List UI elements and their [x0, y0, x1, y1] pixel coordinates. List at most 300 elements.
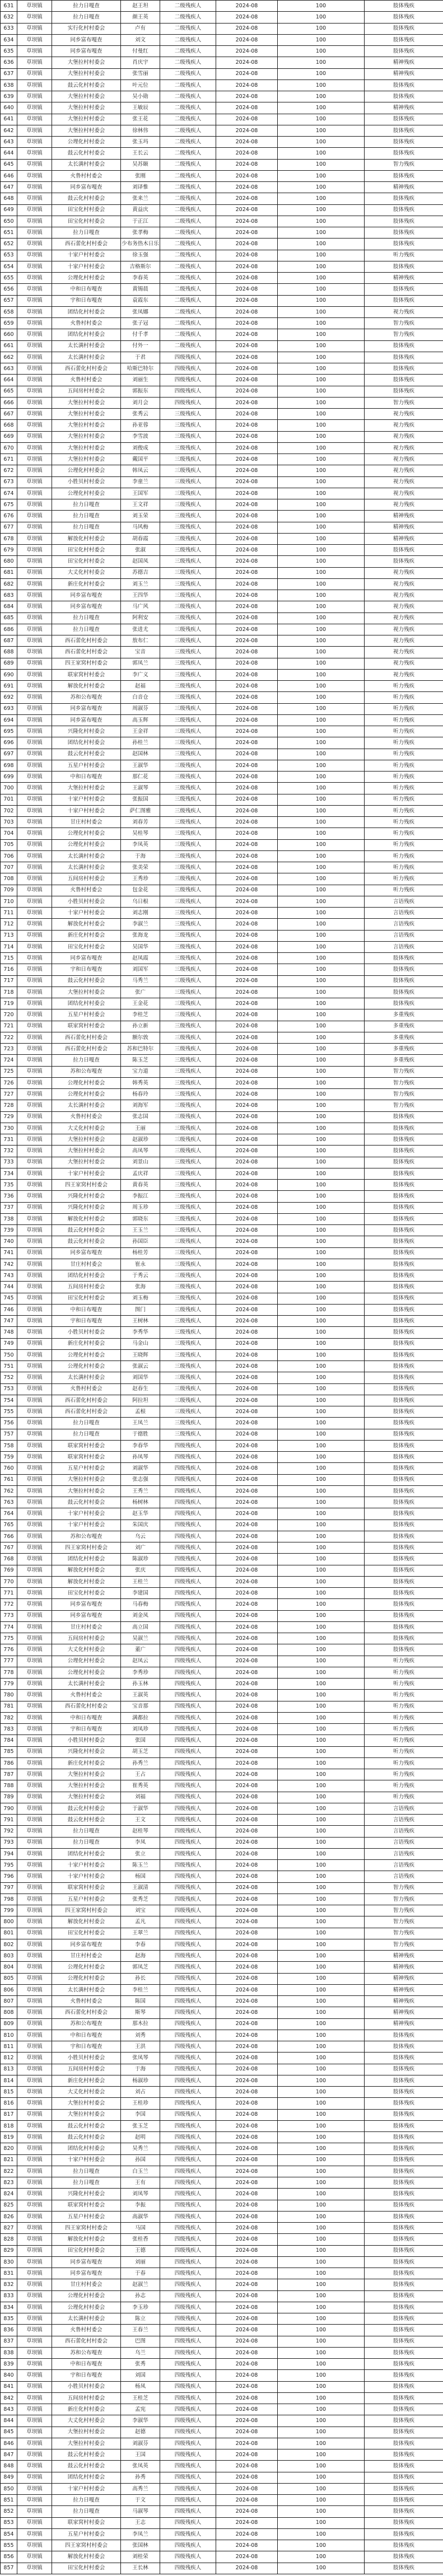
person-name: 李雪波	[121, 431, 160, 442]
person-name: 李建国	[121, 1588, 160, 1599]
person-name: 张振国	[121, 794, 160, 805]
disability-type: 肢体残疾	[365, 1621, 443, 1633]
disability-level: 四级残疾人	[160, 2302, 216, 2313]
village: 大丈化村村委会	[52, 1644, 121, 1656]
disability-type: 肢体残疾	[365, 1576, 443, 1587]
village: 宇和日布嘎查	[52, 1724, 121, 1735]
amount: 100	[278, 442, 365, 454]
disability-level: 四级残疾人	[160, 2290, 216, 2302]
row-number: 792	[1, 1826, 17, 1837]
village: 拉力日嘎查	[52, 624, 121, 635]
disability-type: 视力残疾	[365, 567, 443, 578]
row-number: 839	[1, 2359, 17, 2370]
month: 2024-08	[216, 1429, 278, 1440]
disability-level: 四级残疾人	[160, 2449, 216, 2461]
town: 草坝镇	[17, 204, 52, 216]
village: 甘庄村村委会	[52, 1951, 121, 1962]
disability-type: 肢体残疾	[365, 1485, 443, 1497]
amount: 100	[278, 987, 365, 998]
disability-level: 四级残疾人	[160, 2234, 216, 2245]
town: 草坝镇	[17, 68, 52, 80]
town: 草坝镇	[17, 669, 52, 680]
disability-type: 智力残疾	[365, 1894, 443, 1905]
person-name: 王桂兰	[121, 1576, 160, 1587]
table-row	[1, 1735, 443, 1746]
month: 2024-08	[216, 91, 278, 102]
row-number: 773	[1, 1610, 17, 1621]
row-number: 661	[1, 340, 17, 352]
table-row	[1, 2075, 443, 2086]
disability-level: 三级残疾人	[160, 1406, 216, 1418]
village: 兴隆化村村委会	[52, 726, 121, 737]
person-name: 刘宝	[121, 1905, 160, 1916]
disability-type: 精神残疾	[365, 1973, 443, 1984]
month: 2024-08	[216, 476, 278, 488]
person-name: 于海	[121, 850, 160, 862]
disability-level: 二级残疾人	[160, 261, 216, 272]
town: 草坝镇	[17, 2302, 52, 2313]
disability-type: 视力残疾	[365, 669, 443, 680]
town: 草坝镇	[17, 227, 52, 239]
disability-type: 肢体残疾	[365, 953, 443, 964]
town: 草坝镇	[17, 1349, 52, 1361]
disability-level: 二级残疾人	[160, 34, 216, 45]
month: 2024-08	[216, 590, 278, 601]
village: 火鲁村村委会	[52, 318, 121, 329]
disability-level: 三级残疾人	[160, 839, 216, 850]
village: 拉力日嘎查	[52, 522, 121, 533]
amount: 100	[278, 1882, 365, 1894]
table-row	[1, 1894, 443, 1905]
month: 2024-08	[216, 1406, 278, 1418]
amount: 100	[278, 1316, 365, 1327]
row-number: 763	[1, 1497, 17, 1508]
disability-type: 视力残疾	[365, 613, 443, 624]
disability-level: 三级残疾人	[160, 1134, 216, 1146]
disability-level: 二级残疾人	[160, 318, 216, 329]
person-name: 张国林	[121, 2540, 160, 2551]
village: 中和日布嘎查	[52, 1304, 121, 1315]
person-name: 杨春玲	[121, 1089, 160, 1100]
row-number: 699	[1, 772, 17, 783]
person-name: 黄锡晨	[121, 284, 160, 295]
disability-level: 四级残疾人	[160, 363, 216, 375]
town: 草坝镇	[17, 2177, 52, 2189]
row-number: 681	[1, 567, 17, 578]
row-number: 642	[1, 125, 17, 136]
table-row	[1, 1236, 443, 1247]
person-name: 高玉辉	[121, 714, 160, 726]
village: 公理化村村委会	[52, 2290, 121, 2302]
month: 2024-08	[216, 148, 278, 159]
disability-level: 四级残疾人	[160, 2483, 216, 2494]
person-name: 付千孝	[121, 329, 160, 340]
town: 草坝镇	[17, 1497, 52, 1508]
village: 西石蕾化村村委会	[52, 239, 121, 250]
month: 2024-08	[216, 1044, 278, 1055]
village: 大堡拉村村委会	[52, 2098, 121, 2109]
month: 2024-08	[216, 2245, 278, 2256]
table-row	[1, 2336, 443, 2347]
row-number: 752	[1, 1372, 17, 1383]
month: 2024-08	[216, 726, 278, 737]
town: 草坝镇	[17, 488, 52, 499]
row-number: 679	[1, 545, 17, 556]
month: 2024-08	[216, 1905, 278, 1916]
disability-type: 言语残疾	[365, 908, 443, 919]
village: 鼓云化村村委会	[52, 1815, 121, 1826]
town: 草坝镇	[17, 363, 52, 375]
disability-level: 四级残疾人	[160, 2211, 216, 2222]
row-number: 687	[1, 635, 17, 647]
disability-level: 四级残疾人	[160, 2087, 216, 2098]
disability-type: 肢体残疾	[365, 1, 443, 12]
row-number: 685	[1, 613, 17, 624]
table-row	[1, 987, 443, 998]
town: 草坝镇	[17, 137, 52, 148]
person-name: 马淑琴	[121, 2506, 160, 2517]
village: 苏和公布嘎查	[52, 1531, 121, 1542]
disability-type: 智力残疾	[365, 1905, 443, 1916]
person-name: 李秀珍	[121, 1667, 160, 1678]
disability-level: 三级残疾人	[160, 930, 216, 941]
village: 火鲁村村委会	[52, 375, 121, 386]
village: 鼓云化村村委会	[52, 2461, 121, 2472]
village: 公理化村村委会	[52, 137, 121, 148]
disability-type: 肢体残疾	[365, 2563, 443, 2574]
row-number: 711	[1, 908, 17, 919]
person-name: 马风梅	[121, 522, 160, 533]
disability-type: 听力残疾	[365, 1757, 443, 1769]
disability-level: 四级残疾人	[160, 2325, 216, 2336]
town: 草坝镇	[17, 420, 52, 431]
town: 草坝镇	[17, 1962, 52, 1973]
table-row	[1, 2563, 443, 2574]
amount: 100	[278, 102, 365, 114]
table-row	[1, 2483, 443, 2494]
village: 甘庄村村委会	[52, 2279, 121, 2290]
disability-type: 肢体残疾	[365, 2245, 443, 2256]
disability-level: 三级残疾人	[160, 964, 216, 975]
person-name: 李广义	[121, 669, 160, 680]
row-number: 791	[1, 1815, 17, 1826]
table-row	[1, 102, 443, 114]
table-row	[1, 647, 443, 658]
table-row	[1, 1712, 443, 1723]
disability-level: 二级残疾人	[160, 159, 216, 170]
town: 草坝镇	[17, 2166, 52, 2177]
village: 小胜贝村村委会	[52, 896, 121, 907]
row-number: 782	[1, 1712, 17, 1723]
town: 草坝镇	[17, 1168, 52, 1179]
month: 2024-08	[216, 34, 278, 45]
row-number: 657	[1, 295, 17, 306]
person-name: 李凤	[121, 1837, 160, 1848]
town: 草坝镇	[17, 2053, 52, 2064]
village: 公理化村村委会	[52, 1349, 121, 1361]
disability-type: 精神残疾	[365, 533, 443, 544]
row-number: 737	[1, 1202, 17, 1213]
disability-type: 听力残疾	[365, 850, 443, 862]
disability-level: 二级残疾人	[160, 239, 216, 250]
row-number: 766	[1, 1531, 17, 1542]
month: 2024-08	[216, 23, 278, 34]
person-name: 王有	[121, 2177, 160, 2189]
table-row	[1, 1610, 443, 1621]
disability-type: 肢体残疾	[365, 1497, 443, 1508]
town: 草坝镇	[17, 783, 52, 794]
disability-level: 三级残疾人	[160, 1349, 216, 1361]
amount: 100	[278, 714, 365, 726]
month: 2024-08	[216, 658, 278, 669]
disability-type: 肢体残疾	[365, 1644, 443, 1656]
row-number: 660	[1, 329, 17, 340]
amount: 100	[278, 511, 365, 522]
village: 拉力日嘎查	[52, 12, 121, 23]
village: 大堡拉村村委会	[52, 1780, 121, 1792]
village: 太长满村村委会	[52, 850, 121, 862]
month: 2024-08	[216, 2370, 278, 2381]
table-row	[1, 964, 443, 975]
disability-type: 肢体残疾	[365, 1452, 443, 1463]
village: 十家户村村委会	[52, 261, 121, 272]
disability-level: 三级残疾人	[160, 1191, 216, 1202]
table-row	[1, 1633, 443, 1644]
table-row	[1, 397, 443, 408]
disability-level: 四级残疾人	[160, 1860, 216, 1871]
disability-level: 三级残疾人	[160, 692, 216, 703]
table-row	[1, 12, 443, 23]
person-name: 张玉芝	[121, 2120, 160, 2131]
disability-level: 三级残疾人	[160, 1372, 216, 1383]
amount: 100	[278, 1123, 365, 1134]
month: 2024-08	[216, 1338, 278, 1349]
disability-level: 三级残疾人	[160, 1111, 216, 1123]
disability-type: 精神残疾	[365, 1996, 443, 2007]
person-name: 于君	[121, 352, 160, 363]
town: 草坝镇	[17, 2030, 52, 2041]
disability-type: 听力残疾	[365, 828, 443, 839]
person-name: 刘志刚	[121, 908, 160, 919]
disability-level: 四级残疾人	[160, 2336, 216, 2347]
village: 联家窝村村委会	[52, 2517, 121, 2528]
town: 草坝镇	[17, 499, 52, 511]
disability-level: 四级残疾人	[160, 2495, 216, 2506]
row-number: 853	[1, 2517, 17, 2528]
disability-level: 三级残疾人	[160, 828, 216, 839]
person-name: 白玉兰	[121, 2166, 160, 2177]
amount: 100	[278, 465, 365, 476]
month: 2024-08	[216, 1599, 278, 1610]
month: 2024-08	[216, 2381, 278, 2392]
table-row	[1, 1009, 443, 1021]
row-number: 651	[1, 227, 17, 239]
town: 草坝镇	[17, 1202, 52, 1213]
disability-type: 肢体残疾	[365, 34, 443, 45]
month: 2024-08	[216, 1157, 278, 1168]
disability-level: 四级残疾人	[160, 1848, 216, 1859]
row-number: 801	[1, 1928, 17, 1939]
village: 拉力日嘎查	[52, 1429, 121, 1440]
disability-type: 肢体残疾	[365, 2461, 443, 2472]
row-number: 689	[1, 658, 17, 669]
amount: 100	[278, 953, 365, 964]
town: 草坝镇	[17, 1, 52, 12]
table-row	[1, 2415, 443, 2427]
row-number: 693	[1, 703, 17, 714]
table-row	[1, 261, 443, 272]
village: 鼓云化村村委会	[52, 1225, 121, 1236]
table-row	[1, 1418, 443, 1429]
table-row	[1, 658, 443, 669]
disability-type: 肢体残疾	[365, 2359, 443, 2370]
person-name: 李淑华	[121, 2415, 160, 2427]
amount: 100	[278, 1679, 365, 1690]
table-row	[1, 2109, 443, 2120]
disability-level: 三级残疾人	[160, 1168, 216, 1179]
month: 2024-08	[216, 273, 278, 284]
disability-type: 视力残疾	[365, 454, 443, 465]
disability-level: 二级残疾人	[160, 295, 216, 306]
disability-type: 肢体残疾	[365, 216, 443, 227]
town: 草坝镇	[17, 1044, 52, 1055]
village: 同乡富布嘎查	[52, 1610, 121, 1621]
disability-type: 听力残疾	[365, 714, 443, 726]
disability-level: 三级残疾人	[160, 760, 216, 771]
village: 鼓云化村村委会	[52, 975, 121, 987]
row-number: 718	[1, 987, 17, 998]
disability-type: 肢体残疾	[365, 2177, 443, 2189]
row-number: 852	[1, 2506, 17, 2517]
disability-level: 四级残疾人	[160, 2030, 216, 2041]
table-row	[1, 1905, 443, 1916]
month: 2024-08	[216, 2336, 278, 2347]
disability-level: 四级残疾人	[160, 1928, 216, 1939]
month: 2024-08	[216, 1372, 278, 1383]
town: 草坝镇	[17, 1361, 52, 1372]
month: 2024-08	[216, 1610, 278, 1621]
town: 草坝镇	[17, 193, 52, 204]
village: 小胜贝村村委会	[52, 2053, 121, 2064]
amount: 100	[278, 216, 365, 227]
person-name: 张海	[121, 1282, 160, 1293]
amount: 100	[278, 2302, 365, 2313]
row-number: 707	[1, 862, 17, 873]
town: 草坝镇	[17, 1848, 52, 1859]
person-name: 刘景山	[121, 1157, 160, 1168]
month: 2024-08	[216, 1474, 278, 1485]
person-name: 孟凡	[121, 1916, 160, 1928]
town: 草坝镇	[17, 1338, 52, 1349]
village: 公理化村村委会	[52, 1077, 121, 1088]
disability-level: 三级残疾人	[160, 1316, 216, 1327]
town: 草坝镇	[17, 647, 52, 658]
person-name: 李春华	[121, 1440, 160, 1451]
disability-level: 三级残疾人	[160, 499, 216, 511]
month: 2024-08	[216, 2234, 278, 2245]
person-name: 王占	[121, 1769, 160, 1780]
village: 解放化村村委会	[52, 1916, 121, 1928]
table-row	[1, 2132, 443, 2143]
person-name: 巴图	[121, 2336, 160, 2347]
disability-type: 肢体残疾	[365, 1565, 443, 1576]
disability-type: 肢体残疾	[365, 1270, 443, 1282]
town: 草坝镇	[17, 284, 52, 295]
row-number: 817	[1, 2109, 17, 2120]
village: 火鲁村村委会	[52, 1383, 121, 1395]
month: 2024-08	[216, 1418, 278, 1429]
amount: 100	[278, 2404, 365, 2415]
month: 2024-08	[216, 714, 278, 726]
table-row	[1, 1361, 443, 1372]
row-number: 780	[1, 1690, 17, 1701]
disability-level: 三级残疾人	[160, 817, 216, 828]
month: 2024-08	[216, 1349, 278, 1361]
person-name: 杨树林	[121, 1497, 160, 1508]
disability-type: 肢体残疾	[365, 2427, 443, 2438]
row-number: 667	[1, 409, 17, 420]
disability-level: 四级残疾人	[160, 1667, 216, 1678]
row-number: 684	[1, 601, 17, 613]
table-row	[1, 2064, 443, 2075]
disability-level: 四级残疾人	[160, 1780, 216, 1792]
town: 草坝镇	[17, 1032, 52, 1043]
table-row	[1, 2404, 443, 2415]
amount: 100	[278, 1009, 365, 1021]
row-number: 812	[1, 2053, 17, 2064]
amount: 100	[278, 1871, 365, 1882]
person-name: 张秀	[121, 2359, 160, 2370]
table-row	[1, 613, 443, 624]
amount: 100	[278, 2347, 365, 2358]
person-name: 吴淑兰	[121, 1633, 160, 1644]
disability-level: 三级残疾人	[160, 409, 216, 420]
amount: 100	[278, 57, 365, 68]
table-row	[1, 1792, 443, 1803]
month: 2024-08	[216, 1837, 278, 1848]
amount: 100	[278, 1349, 365, 1361]
amount: 100	[278, 261, 365, 272]
disability-type: 视力残疾	[365, 442, 443, 454]
disability-type: 肢体残疾	[365, 2302, 443, 2313]
amount: 100	[278, 726, 365, 737]
amount: 100	[278, 1780, 365, 1792]
disability-type: 肢体残疾	[365, 363, 443, 375]
disability-level: 三级残疾人	[160, 465, 216, 476]
village: 田宝化村村委会	[52, 216, 121, 227]
person-name: 戴国平	[121, 454, 160, 465]
amount: 100	[278, 1361, 365, 1372]
table-row	[1, 1282, 443, 1293]
person-name: 付外一	[121, 340, 160, 352]
town: 草坝镇	[17, 1293, 52, 1304]
town: 草坝镇	[17, 2540, 52, 2551]
row-number: 762	[1, 1485, 17, 1497]
row-number: 645	[1, 159, 17, 170]
table-row	[1, 850, 443, 862]
month: 2024-08	[216, 2166, 278, 2177]
table-row	[1, 772, 443, 783]
table-row	[1, 137, 443, 148]
month: 2024-08	[216, 601, 278, 613]
disability-level: 四级残疾人	[160, 2018, 216, 2030]
town: 草坝镇	[17, 908, 52, 919]
disability-level: 三级残疾人	[160, 658, 216, 669]
month: 2024-08	[216, 2223, 278, 2234]
town: 草坝镇	[17, 476, 52, 488]
row-number: 814	[1, 2075, 17, 2086]
month: 2024-08	[216, 1735, 278, 1746]
